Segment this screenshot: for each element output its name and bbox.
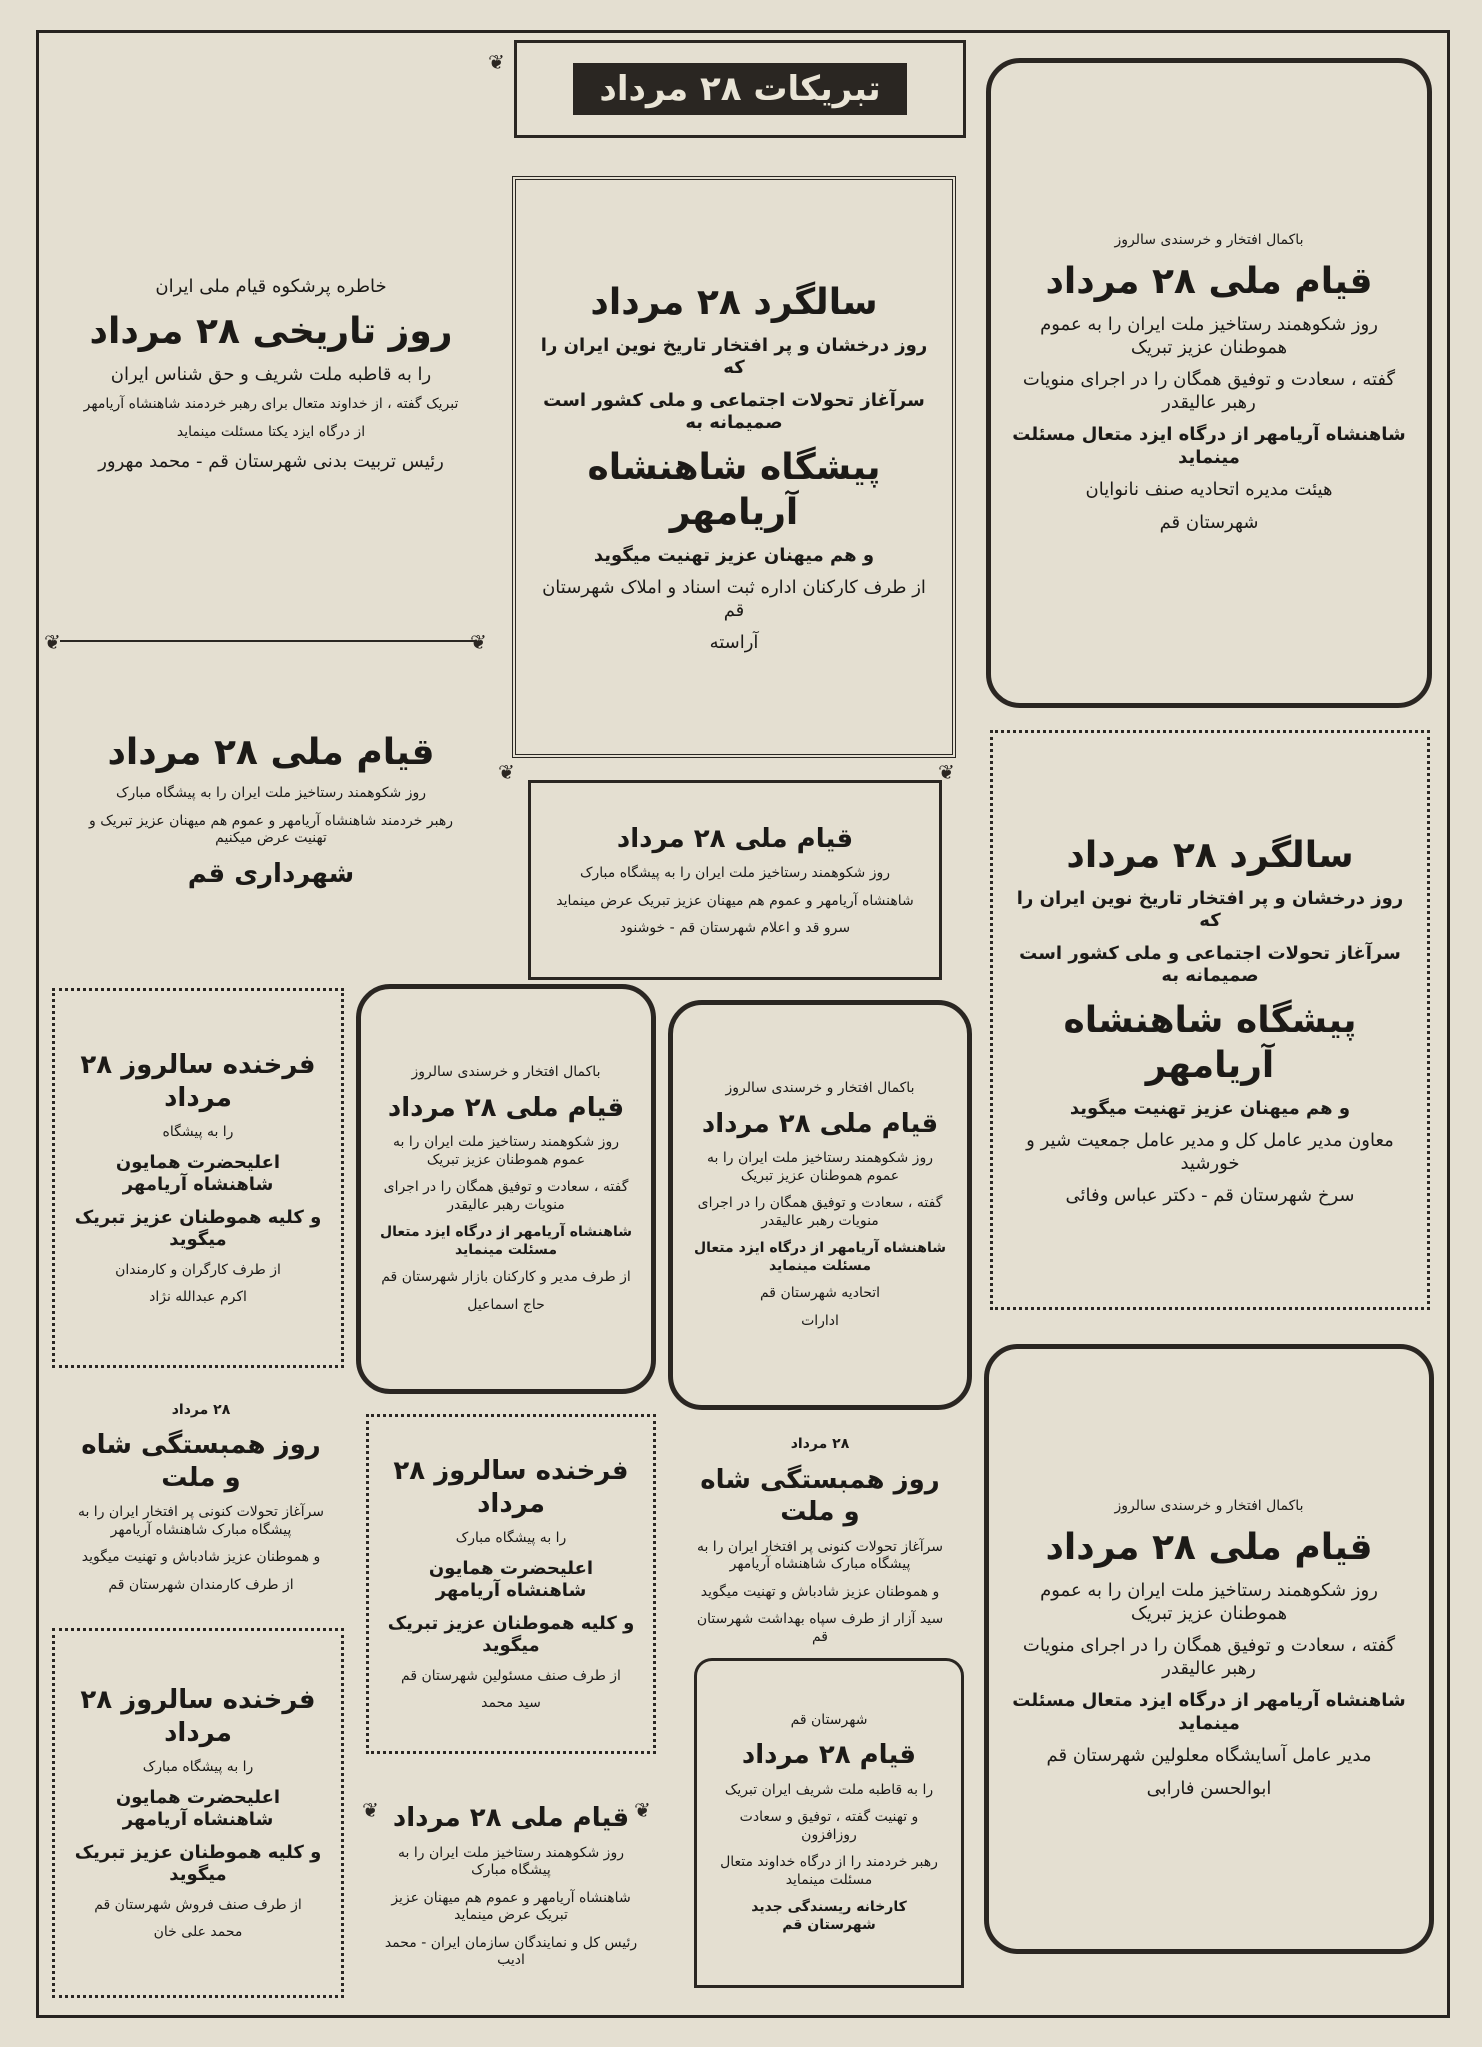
ad-headline: قیام ملی ۲۸ مرداد — [392, 1803, 630, 1834]
page-title: تبریکات ۲۸ مرداد — [573, 63, 906, 115]
ad-box-c — [56, 120, 486, 630]
ad-signature: محمد علی خان — [153, 1924, 243, 1941]
ad-line: شاهنشاه آریامهر و عموم هم میهنان عزیز تبریک عرض مینماید — [556, 892, 914, 909]
ad-line: اعلیحضرت همایون شاهنشاه آریامهر — [115, 1151, 281, 1196]
ad-box-f — [990, 730, 1430, 1310]
ad-line: و تهنیت گفته ، توفیق و سعادت روزافزون — [739, 1809, 919, 1843]
ad-headline: روز همبستگی شاه و ملت — [81, 1430, 321, 1493]
ad-line: را به پیشگاه مبارک — [142, 1759, 254, 1776]
ad-line: را به قاطبه ملت شریف ایران تبریک — [724, 1781, 934, 1798]
ad-signature: سید آزار از طرف سپاه بهداشت شهرستان قم — [696, 1611, 944, 1645]
ad-line: روز شکوهمند رستاخیز ملت ایران را به پیشگاه مبارک — [115, 785, 427, 801]
ad-headline: قیام ملی ۲۸ مرداد — [701, 1108, 939, 1139]
ad-line: سرآغاز تحولات اجتماعی و ملی کشور است صمیمانه به — [1019, 942, 1401, 986]
ad-line: باکمال افتخار و خرسندی سالروز — [1114, 1497, 1304, 1514]
ad-line: باکمال افتخار و خرسندی سالروز — [1114, 231, 1304, 248]
ad-headline: پیشگاه شاهنشاه آریامهر — [1063, 999, 1357, 1086]
divider — [60, 640, 476, 642]
ad-signature: از طرف مدیر و کارکنان بازار شهرستان قم — [381, 1269, 631, 1285]
ad-box-g — [52, 988, 344, 1368]
ad-box-b — [512, 176, 956, 758]
ad-line: را به پیشگاه مبارک — [455, 1530, 567, 1547]
ad-box-e — [528, 780, 942, 980]
ad-headline: قیام ملی ۲۸ مرداد — [107, 732, 435, 773]
ad-line: و کلیه هموطنان عزیز تبریک میگوید — [387, 1612, 635, 1657]
ad-box-d — [56, 650, 486, 970]
ad-signature: اتحادیه شهرستان قم — [759, 1285, 881, 1301]
ad-signature: از طرف کارمندان شهرستان قم — [108, 1576, 294, 1593]
ad-box-o — [366, 1772, 656, 2000]
ad-line: و هموطنان عزیز شادباش و تهنیت میگوید — [81, 1549, 321, 1566]
ad-line: رهبر خردمند را از درگاه خداوند متعال مسئلت مینماید — [720, 1854, 938, 1888]
ad-line: روز درخشان و پر افتخار تاریخ نوین ایران را که — [540, 334, 928, 378]
ad-headline: روز همبستگی شاه و ملت — [700, 1464, 940, 1527]
ad-headline: فرخنده سالروز ۲۸ مرداد — [80, 1050, 316, 1113]
ad-line: را به قاطبه ملت شریف و حق شناس ایران — [110, 363, 432, 385]
ad-signature: شهرداری قم — [187, 858, 355, 889]
ad-box-i — [668, 1000, 972, 1410]
ad-signature: ادارات — [801, 1312, 839, 1329]
ad-line: و کلیه هموطنان عزیز تبریک میگوید — [74, 1206, 322, 1251]
ad-line: روز شکوهمند رستاخیز ملت ایران را به عموم هموطنان عزیز تبریک — [1040, 314, 1378, 358]
ad-headline: قیام ملی ۲۸ مرداد — [616, 823, 854, 854]
ad-headline: قیام ملی ۲۸ مرداد — [1045, 1527, 1373, 1569]
ad-line: و هم میهنان عزیز تهنیت میگوید — [593, 544, 875, 566]
ad-signature: سید محمد — [481, 1695, 541, 1712]
ad-line: سرآغاز تحولات کنونی پر افتخار ایران را به پیشگاه مبارک شاهنشاه آریامهر — [696, 1538, 944, 1572]
ad-signature: مدیر عامل آسایشگاه معلولین شهرستان قم — [1046, 1745, 1372, 1767]
ad-box-a — [986, 58, 1432, 708]
ad-line: و کلیه هموطنان عزیز تبریک میگوید — [74, 1841, 322, 1886]
ad-signature: از طرف کارگران و کارمندان — [115, 1261, 281, 1278]
ad-signature: ابوالحسن فارابی — [1146, 1777, 1272, 1799]
ad-line: اعلیحضرت همایون شاهنشاه آریامهر — [115, 1786, 281, 1831]
ad-line: را به پیشگاه — [162, 1124, 234, 1141]
ad-line: باکمال افتخار و خرسندی سالروز — [411, 1064, 601, 1080]
flourish-ornament-icon: ❦ — [634, 1798, 651, 1822]
ad-box-k — [56, 1380, 346, 1616]
flourish-ornament-icon: ❦ — [362, 1798, 379, 1822]
flourish-ornament-icon: ❦ — [938, 760, 955, 784]
ad-signature: از طرف کارکنان اداره ثبت اسناد و املاک شهرستان قم — [542, 577, 926, 621]
ad-line: شاهنشاه آریامهر از درگاه ایزد متعال مسئلت مینماید — [694, 1240, 946, 1274]
ad-line: ۲۸ مرداد — [790, 1436, 850, 1452]
flourish-ornament-icon: ❦ — [488, 50, 505, 74]
ad-line: ۲۸ مرداد — [171, 1401, 231, 1418]
ad-signature: از طرف صنف فروش شهرستان قم — [94, 1896, 302, 1913]
ad-box-l — [366, 1414, 656, 1754]
ad-signature: سرخ شهرستان قم - دکتر عباس وفائی — [1065, 1185, 1355, 1206]
ad-box-m — [672, 1426, 968, 1656]
ad-line: روز شکوهمند رستاخیز ملت ایران را به پیشگاه مبارک — [398, 1844, 624, 1879]
ad-signature: سرو قد و اعلام شهرستان قم - خوشنود — [619, 920, 851, 936]
page-header — [514, 40, 966, 138]
ad-line: و هموطنان عزیز شادباش و تهنیت میگوید — [700, 1583, 940, 1600]
flourish-ornament-icon: ❦ — [498, 760, 515, 784]
ad-headline: فرخنده سالروز ۲۸ مرداد — [393, 1456, 629, 1519]
ad-line: سرآغاز تحولات اجتماعی و ملی کشور است صمیمانه به — [543, 389, 925, 433]
ad-headline: قیام ۲۸ مرداد — [741, 1740, 917, 1771]
ad-line: از درگاه ایزد یکتا مسئلت مینماید — [176, 423, 366, 440]
ad-line: روز شکوهمند رستاخیز ملت ایران را به عموم هموطنان عزیز تبریک — [393, 1134, 619, 1168]
ad-signature: معاون مدیر عامل کل و مدیر عامل جمعیت شیر و خورشید — [1026, 1130, 1394, 1174]
ad-line: و هم میهنان عزیز تهنیت میگوید — [1069, 1097, 1351, 1119]
ad-line: گفته ، سعادت و توفیق همگان را در اجرای منویات رهبر عالیقدر — [1022, 1635, 1396, 1679]
ad-line: رهبر خردمند شاهنشاه آریامهر و عموم هم میهنان عزیز تبریک و تهنیت عرض میکنیم — [89, 812, 453, 846]
ad-line: سرآغاز تحولات کنونی پر افتخار ایران را به پیشگاه مبارک شاهنشاه آریامهر — [77, 1504, 325, 1538]
ad-headline: قیام ملی ۲۸ مرداد — [1045, 261, 1373, 303]
ad-line: شاهنشاه آریامهر از درگاه ایزد متعال مسئلت مینماید — [1012, 1690, 1406, 1734]
ad-line: باکمال افتخار و خرسندی سالروز — [725, 1080, 915, 1096]
ad-box-h — [356, 984, 656, 1394]
ad-signature: آراسته — [709, 632, 759, 653]
ad-line: خاطره پرشکوه قیام ملی ایران — [155, 276, 387, 298]
ad-headline: قیام ملی ۲۸ مرداد — [387, 1092, 625, 1123]
ad-headline: فرخنده سالروز ۲۸ مرداد — [80, 1685, 316, 1748]
ad-line: تبریک گفته ، از خداوند متعال برای رهبر خردمند شاهنشاه آریامهر — [83, 396, 459, 413]
ad-line: اعلیحضرت همایون شاهنشاه آریامهر — [428, 1557, 594, 1602]
ad-line: روز شکوهمند رستاخیز ملت ایران را به پیشگاه مبارک — [579, 865, 891, 881]
ad-line: روز درخشان و پر افتخار تاریخ نوین ایران را که — [1016, 887, 1404, 931]
ad-headline: سالگرد ۲۸ مرداد — [1066, 834, 1354, 876]
ad-signature: کارخانه ریسندگی جدید شهرستان قم — [751, 1899, 907, 1933]
ad-box-p — [694, 1658, 964, 1988]
ad-line: گفته ، سعادت و توفیق همگان را در اجرای منویات رهبر عالیقدر — [383, 1179, 629, 1213]
ad-line: شاهنشاه آریامهر از درگاه ایزد متعال مسئلت مینماید — [380, 1224, 632, 1258]
ad-headline: پیشگاه شاهنشاه آریامهر — [587, 446, 881, 533]
ad-line: شهرستان قم — [790, 1711, 868, 1728]
ad-line: گفته ، سعادت و توفیق همگان را در اجرای منویات رهبر عالیقدر — [697, 1195, 943, 1229]
ad-box-j — [984, 1344, 1434, 1954]
ad-line: گفته ، سعادت و توفیق همگان را در اجرای منویات رهبر عالیقدر — [1022, 369, 1396, 413]
ad-headline: سالگرد ۲۸ مرداد — [590, 281, 878, 323]
ad-headline: روز تاریخی ۲۸ مرداد — [89, 310, 453, 352]
ad-signature: از طرف صنف مسئولین شهرستان قم — [401, 1667, 621, 1684]
ad-signature: رئیس تربیت بدنی شهرستان قم - محمد مهرور — [98, 451, 444, 473]
ad-line: روز شکوهمند رستاخیز ملت ایران را به عموم هموطنان عزیز تبریک — [707, 1150, 933, 1184]
ad-signature: شهرستان قم — [1159, 511, 1259, 533]
ad-line: شاهنشاه آریامهر از درگاه ایزد متعال مسئلت مینماید — [1012, 424, 1406, 468]
ad-line: روز شکوهمند رستاخیز ملت ایران را به عموم هموطنان عزیز تبریک — [1040, 1580, 1378, 1624]
flourish-ornament-icon: ❦ — [470, 630, 487, 654]
ad-signature: هیئت مدیره اتحادیه صنف نانوایان — [1085, 479, 1333, 501]
ad-signature: رئیس کل و نمایندگان سازمان ایران - محمد ادیب — [384, 1934, 638, 1969]
ad-line: شاهنشاه آریامهر و عموم هم میهنان عزیز تبریک عرض مینماید — [391, 1889, 631, 1924]
ad-box-n — [52, 1628, 344, 1998]
flourish-ornament-icon: ❦ — [44, 630, 61, 654]
ad-signature: حاج اسماعیل — [467, 1296, 545, 1313]
ad-signature: اکرم عبدالله نژاد — [149, 1289, 247, 1306]
